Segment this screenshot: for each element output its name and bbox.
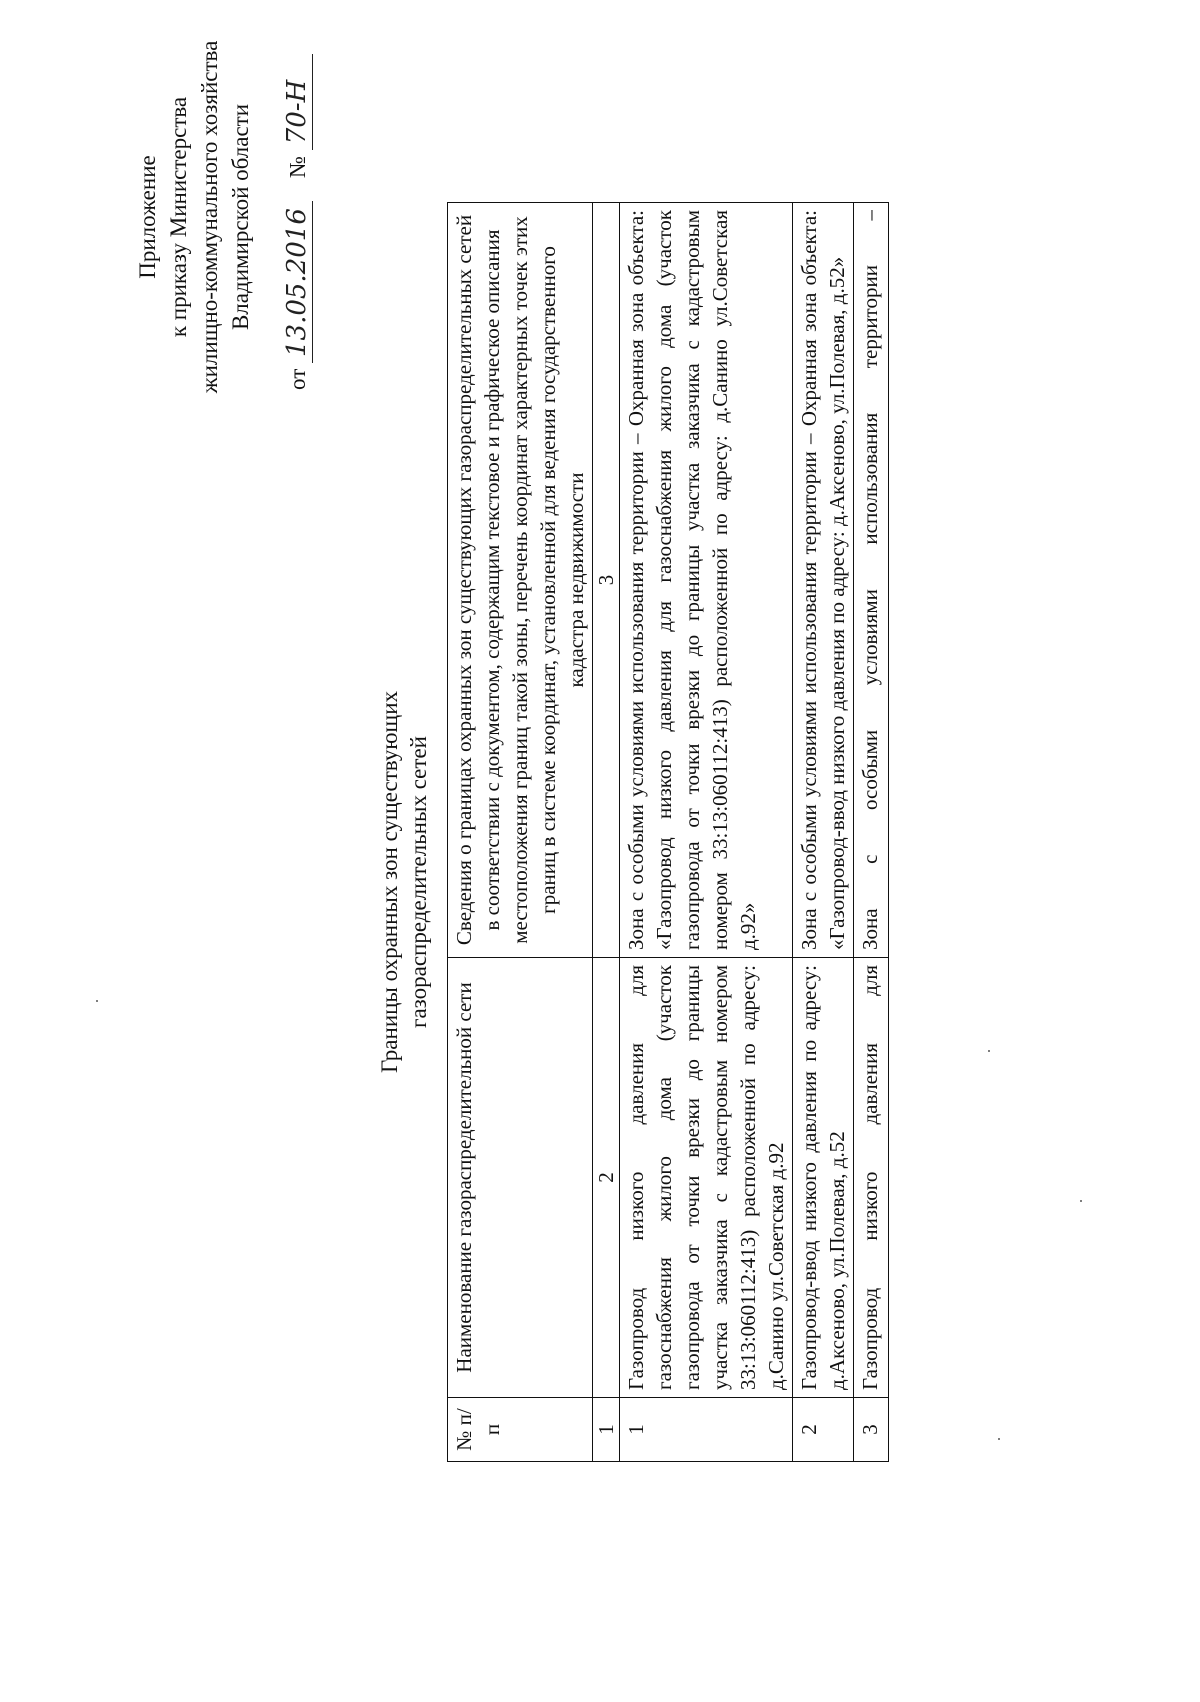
table-row [620,203,793,1462]
zones-table [447,202,889,1462]
appendix-header [132,37,256,397]
column-number-row [593,203,620,1462]
title-line-1: Границы охранных зон существующих [377,690,402,1074]
row-num: 1 [620,1398,793,1462]
scan-speck [1080,1200,1082,1202]
scan-speck [988,1050,990,1052]
column-number: 2 [593,958,620,1398]
table-row [854,203,889,1462]
appendix-line: жилищно-коммунального хозяйства [197,40,222,394]
header-info: Сведения о границах охранных зон существующих газораспределительных сетей в соответствии с документом, содержащим текстовое и графическое описания местоположения границ такой зоны, перечень координат характерных точек этих границ в системе координат, установленной для ведения государственного кадастра недвижимости [448,203,593,958]
title-line-2: газораспределительных сетей [406,736,431,1028]
handwritten-number: 70-Н [282,54,313,150]
row-name: Газопровод-ввод низкого давления по адресу: д.Аксеново, ул.Полевая, д.52 [793,958,854,1398]
row-info: Зона с особыми условиями использования территории – Охранная зона объекта: «Газопровод-ввод низкого давления по адресу: д.Аксеново, ул.Полевая, д.52» [793,203,854,958]
row-num: 3 [854,1398,889,1462]
row-name [854,958,889,1398]
row-name-text: Газопровод низкого давления для [858,965,882,1390]
row-info [854,203,889,958]
handwritten-date: 13.05.2016 [282,201,313,363]
column-number: 3 [593,203,620,958]
from-label: от [285,368,310,390]
order-date-number [282,30,313,390]
table-header-row [448,203,593,1462]
column-number: 1 [593,1398,620,1462]
row-num: 2 [793,1398,854,1462]
header-name: Наименование газораспределительной сети [448,958,593,1398]
row-info: Зона с особыми условиями использования территории – Охранная зона объекта: «Газопровод низкого давления для газоснабжения жилого дома (участок газопровода от точки врезки до границы участка заказчика с кадастровым номером 33:13:060112:413) расположенной по адресу: д.Санино ул.Советская д.92» [620,203,793,958]
scan-speck [96,1000,98,1002]
appendix-line: Приложение [135,155,160,279]
header-num: № п/п [448,1398,593,1462]
document-title [375,532,433,1232]
appendix-line: Владимирской области [228,103,253,331]
number-label: № [285,156,310,178]
row-info-text: Зона с особыми условиями использования территории – [858,210,882,950]
table-row [793,203,854,1462]
appendix-line: к приказу Министерства [166,96,191,338]
scan-speck [998,1438,1000,1440]
row-name: Газопровод низкого давления для газоснабжения жилого дома (участок газопровода от точки врезки до границы участка заказчика с кадастровым номером 33:13:060112:413) расположенной по адресу: д.Санино ул.Советская д.92 [620,958,793,1398]
